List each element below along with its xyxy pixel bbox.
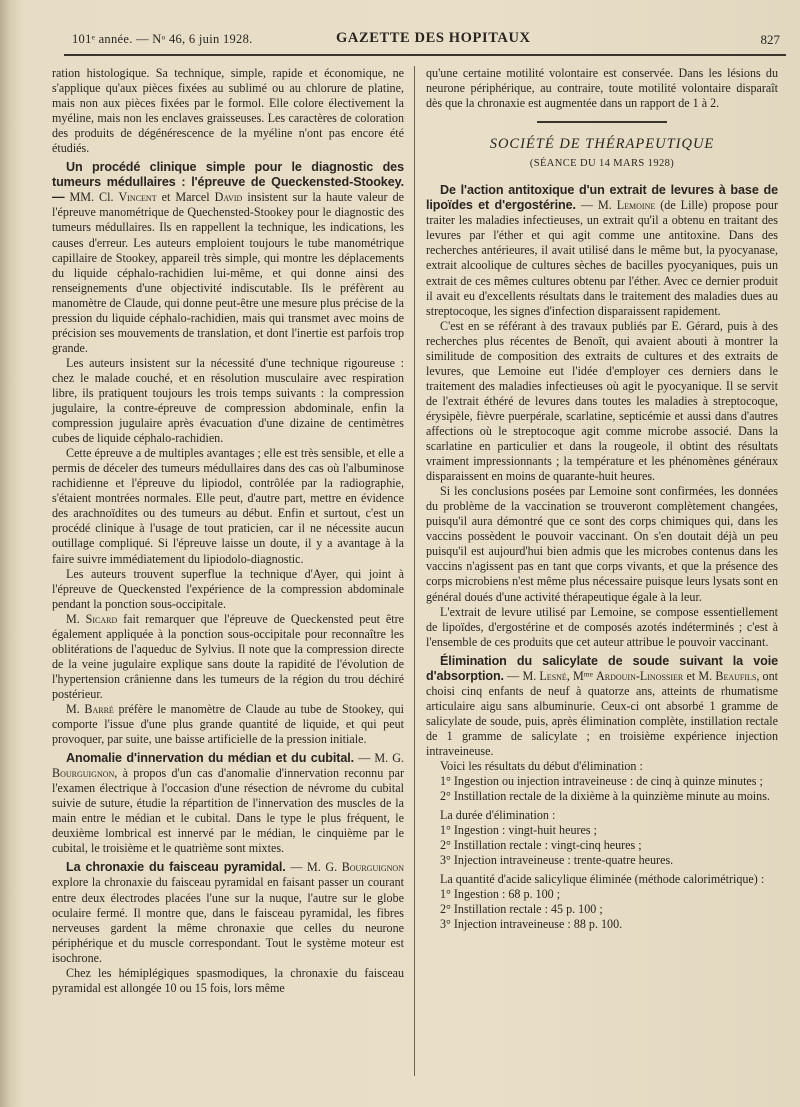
section-rule <box>537 121 667 123</box>
page-header <box>64 30 782 52</box>
author-prefix: M. <box>66 611 80 626</box>
paragraph: Cette épreuve a de multiples avantages ; elle est très sensible, et elle a permis de déceler des tumeurs médullaires dans des cas où l'albuminose rachidienne et l'épreuve du lipiodol, contrôlée par la radiographie, s'étaient montrées normales. Elle peut, d'autre part, mettre en évidence des arachnoïdites ou des tumeurs au début. Enfin et surtout, c'est un procédé clinique à l'usage de tout praticien, car il ne nécessite aucun outillage compliqué. Si l'épreuve laisse un doute, il y a avantage à la faire suivre immédiatement du lipiodolo-diagnostic. <box>52 446 404 566</box>
article-chronaxie <box>52 860 404 965</box>
article-text: , ont choisi cinq enfants de neuf à quatorze ans, atteints de rhumatisme articulaire aigu sans albuminurie. Ceux-ci ont absorbé 1 gramme de salicylate de soude, puis, après élimination complète, instillation rectale de 1 gramme de salicylate ; en troisième expérience injection intraveineuse. <box>426 668 779 758</box>
section-session-date: (SÉANCE DU 14 MARS 1928) <box>529 158 675 170</box>
article-text: , à propos d'un cas d'anomalie d'innervation reconnu par l'examen électrique à l'occasion d'une résection de névrome du cubital suivie de suture, étudie la répartition de l'innervation des muscles de la main entre le médian et le cubital. Dans le type le plus fréquent, le deuxième lombrical est innervé par le médian, le cinquième par le cubital, le troisième et le quatrième sont mixtes. <box>52 766 404 856</box>
paragraph: C'est en se référant à des travaux publiés par E. Gérard, puis à des recherches plus récentes de Benoît, qui avaient abouti à montrer la similitude de composition des extraits de cultures et des extraits de levures, que Lemoine eut l'idée d'employer ces derniers dans le traitement des maladies infectieuses où agit le pyocyanique. Il se servit de l'extrait éthéré de levures dans toutes les maladies à streptocoque, érysipèle, fièvre puerpérale, scarlatine, septicémie et aussi dans d'autres affections où le streptocoque agit comme microbe associé. Dans la scarlatine en particulier et dans la rougeole, il obtint des résultats vraiment impressionnants ; la température et les phénomènes généraux disparaissent en moins de quarante-huit heures. <box>426 318 778 484</box>
article-innervation <box>52 751 404 856</box>
author-name: Lesné <box>539 668 567 683</box>
paragraph-barre <box>52 702 404 747</box>
article-heading: La chronaxie du faisceau pyramidal. <box>66 860 286 875</box>
paragraph-sicard <box>52 612 404 702</box>
paragraph: La quantité d'acide salicylique éliminée (méthode calorimétrique) : <box>440 872 765 887</box>
left-column <box>52 66 404 996</box>
paragraph: Les auteurs insistent sur la nécessité d'une technique rigoureuse : chez le malade couché, et en résolution musculaire avec respiration libre, ils pratiquent toujours les trois temps suivants : la compression jugulaire, la contre-épreuve de compression abdominale, enfin la compression jugulaire après évacuation d'une dizaine de centimètres cubes de liquide céphalo-rachidien. <box>52 355 404 446</box>
page-number: 827 <box>760 32 780 47</box>
author-conjunction: , Mᵐᵉ <box>566 668 593 683</box>
section-title: SOCIÉTÉ DE THÉRAPEUTIQUE <box>489 136 715 153</box>
paragraph: La durée d'élimination : <box>440 808 556 823</box>
author-prefix: — M. <box>580 198 612 213</box>
article-text: insistent sur la haute valeur de l'épreuve manométrique de Quechensted-Stookey pour le diagnostic des tumeurs médullaires. Ils en rappellent la technique, les indications, les causes d'erreur. Les auteurs emploient toujours le tube manométrique capillaire de Stookey, appareil très simple, qui montre les déplacements du liquide céphalo-rachidien lui-même, et qui donne ainsi des renseignements d'une objectivité indiscutable. Ils le préfèrent au manomètre de Claude, qui donne peut-être une mesure plus précise de la pression du liquide céphalo-rachidien, mais qui transmet avec moins de précision ses mouvements de translation, et dont l'inertie est parfois trop grande. <box>52 190 405 355</box>
author-name: David <box>214 190 243 205</box>
author-name: Sicard <box>85 611 118 626</box>
author-prefix: MM. Cl. <box>69 190 114 205</box>
author-name: Lemoine <box>616 198 656 213</box>
article-text: explore la chronaxie du faisceau pyramidal en faisant passer un courant entre deux électrodes placées l'une sur la nuque, l'autre sur le globe oculaire fermé. Il montre que, dans le faisceau pyramidal, les fibres nerveuses gardent la même chronaxie que celles du neurone périphérique et du muscle correspondant. Tout le système moteur est isochrone. <box>52 875 404 965</box>
paragraph: Les auteurs trouvent superflue la technique d'Ayer, qui joint à l'épreuve de Queckensted l'expérience de la compression abdominale pendant la ponction sous-occipitale. <box>52 566 404 611</box>
article-heading: De l'action antitoxique d'un extrait de levures à base de lipoïdes et d'ergostérine. <box>426 183 778 213</box>
author-name: Ardouin-Linossier <box>596 668 684 683</box>
article-heading: Anomalie d'innervation du médian et du cubital. <box>66 751 355 766</box>
author-prefix: M. <box>66 701 80 716</box>
duration-item: 1° Ingestion : vingt-huit heures ; <box>440 823 597 838</box>
right-column <box>426 66 778 933</box>
paragraph: Chez les hémiplégiques spasmodiques, la chronaxie du faisceau pyramidal est allongée 10 ou 15 fois, lors même <box>52 965 404 995</box>
article-text: (de Lille) propose pour traiter les maladies infectieuses, un extrait qu'il a obtenu en traitant des levures par l'éther et qui agit comme une antitoxine. Dans des recherches antérieures, il avait utilisé dans le même but, la pyocyanase, extrait alcoolique de cultures sèches de bacilles pyocyaniques, puis un extrait de ces mêmes cultures obtenu par l'éther. Avec ce dernier produit il avait eu d'excellents résultats dans le traitement des maladies dues au streptocoque, les signes d'infection disparaissent rapidement. <box>426 198 778 318</box>
duration-item: 2° Instillation rectale : vingt-cinq heures ; <box>440 838 642 853</box>
article-levures <box>426 183 778 318</box>
author-name: Bourguignon <box>341 860 404 875</box>
paragraph-text: fait remarquer que l'épreuve de Queckensted peut être également appliquée à la ponction sous-occipitale pour reconnaître les oblitérations de l'aqueduc de Sylvius. Il note que la compression directe de la veine jugulaire explique sans doute la rapidité de l'évolution de l'hypertension crânienne dans les tumeurs de la région du trou déchiré postérieur. <box>52 611 404 701</box>
result-item: 2° Instillation rectale de la dixième à la quinzième minute au moins. <box>440 789 770 804</box>
article-salicylate <box>426 654 778 759</box>
author-prefix: — M. G. <box>358 751 404 766</box>
article-heading: Élimination du salicylate de soude suivant la voie d'absorption. <box>426 653 778 683</box>
paragraph: L'extrait de levure utilisé par Lemoine, se compose essentiellement de lipoïdes, d'ergostérine et de composés azotés indéterminés ; c'est à l'ensemble de ces produits que cet auteur attribue le pouvoir vaccinant. <box>426 604 778 649</box>
header-rule <box>64 54 786 56</box>
paragraph: ration histologique. Sa technique, simple, rapide et économique, ne s'applique qu'aux pièces fixées au sublimé ou au chlorure de platine, mais non aux pièces fixées par le formol. Elle colore électivement la myéline, mais non les enclaves graisseuses. Les caractères de coloration des produits de dégénérescence de la myéline n'ont pas encore été étudiés. <box>52 66 404 156</box>
duration-item: 3° Injection intraveineuse : trente-quatre heures. <box>440 853 674 868</box>
author-name: Bourguignon <box>52 766 115 781</box>
paragraph: qu'une certaine motilité volontaire est conservée. Dans les lésions du neurone périphérique, au contraire, toute motilité volontaire disparaît dès que la chronaxie est augmentée dans un rapport de 1 à 2. <box>426 66 778 111</box>
author-conjunction: et Marcel <box>161 190 210 205</box>
quantity-item: 2° Instillation rectale : 45 p. 100 ; <box>440 902 603 917</box>
journal-title: GAZETTE DES HOPITAUX <box>336 30 531 46</box>
result-item: 1° Ingestion ou injection intraveineuse : de cinq à quinze minutes ; <box>440 774 763 789</box>
paragraph: Si les conclusions posées par Lemoine sont confirmées, les données du problème de la vaccination se trouveront complètement changées, puisqu'il aura démontré que ce sont des corps chimiques qui, dans les vaccins possèdent le pouvoir vaccinant. On s'en doutait déjà un peu puisqu'il est aujourd'hui bien admis que les microbes contenus dans les vaccins n'agissent pas en tant que corps vivants, et que la présence des corps microbiens n'est même plus nécessaire puisque leurs lysats sont en général doués d'une activité thérapeutique égale à la leur. <box>426 484 778 604</box>
author-name: Beaufils <box>715 668 757 683</box>
paragraph-text: préfère le manomètre de Claude au tube de Stookey, qui comporte l'issue d'une plus grande quantité de liquide, et qui peut provoquer, par suite, une baisse artificielle de la pression initiale. <box>52 701 404 747</box>
author-prefix: — M. G. <box>290 860 338 875</box>
article-heading: Un procédé clinique simple pour le diagnostic des tumeurs médullaires : l'épreuve de Queckensted-Stookey. — <box>52 160 404 205</box>
author-conjunction: et M. <box>686 668 713 683</box>
author-name: Barré <box>84 701 114 716</box>
author-prefix: — M. <box>507 668 537 683</box>
paragraph: Voici les résultats du début d'élimination : <box>440 759 643 774</box>
quantity-item: 3° Injection intraveineuse : 88 p. 100. <box>440 917 623 932</box>
author-name: Vincent <box>118 190 157 205</box>
issue-info: 101ᵉ année. — Nᵒ 46, 6 juin 1928. <box>72 32 253 46</box>
column-divider <box>414 66 415 1076</box>
quantity-item: 1° Ingestion : 68 p. 100 ; <box>440 887 561 902</box>
article-queckensted <box>52 160 404 356</box>
